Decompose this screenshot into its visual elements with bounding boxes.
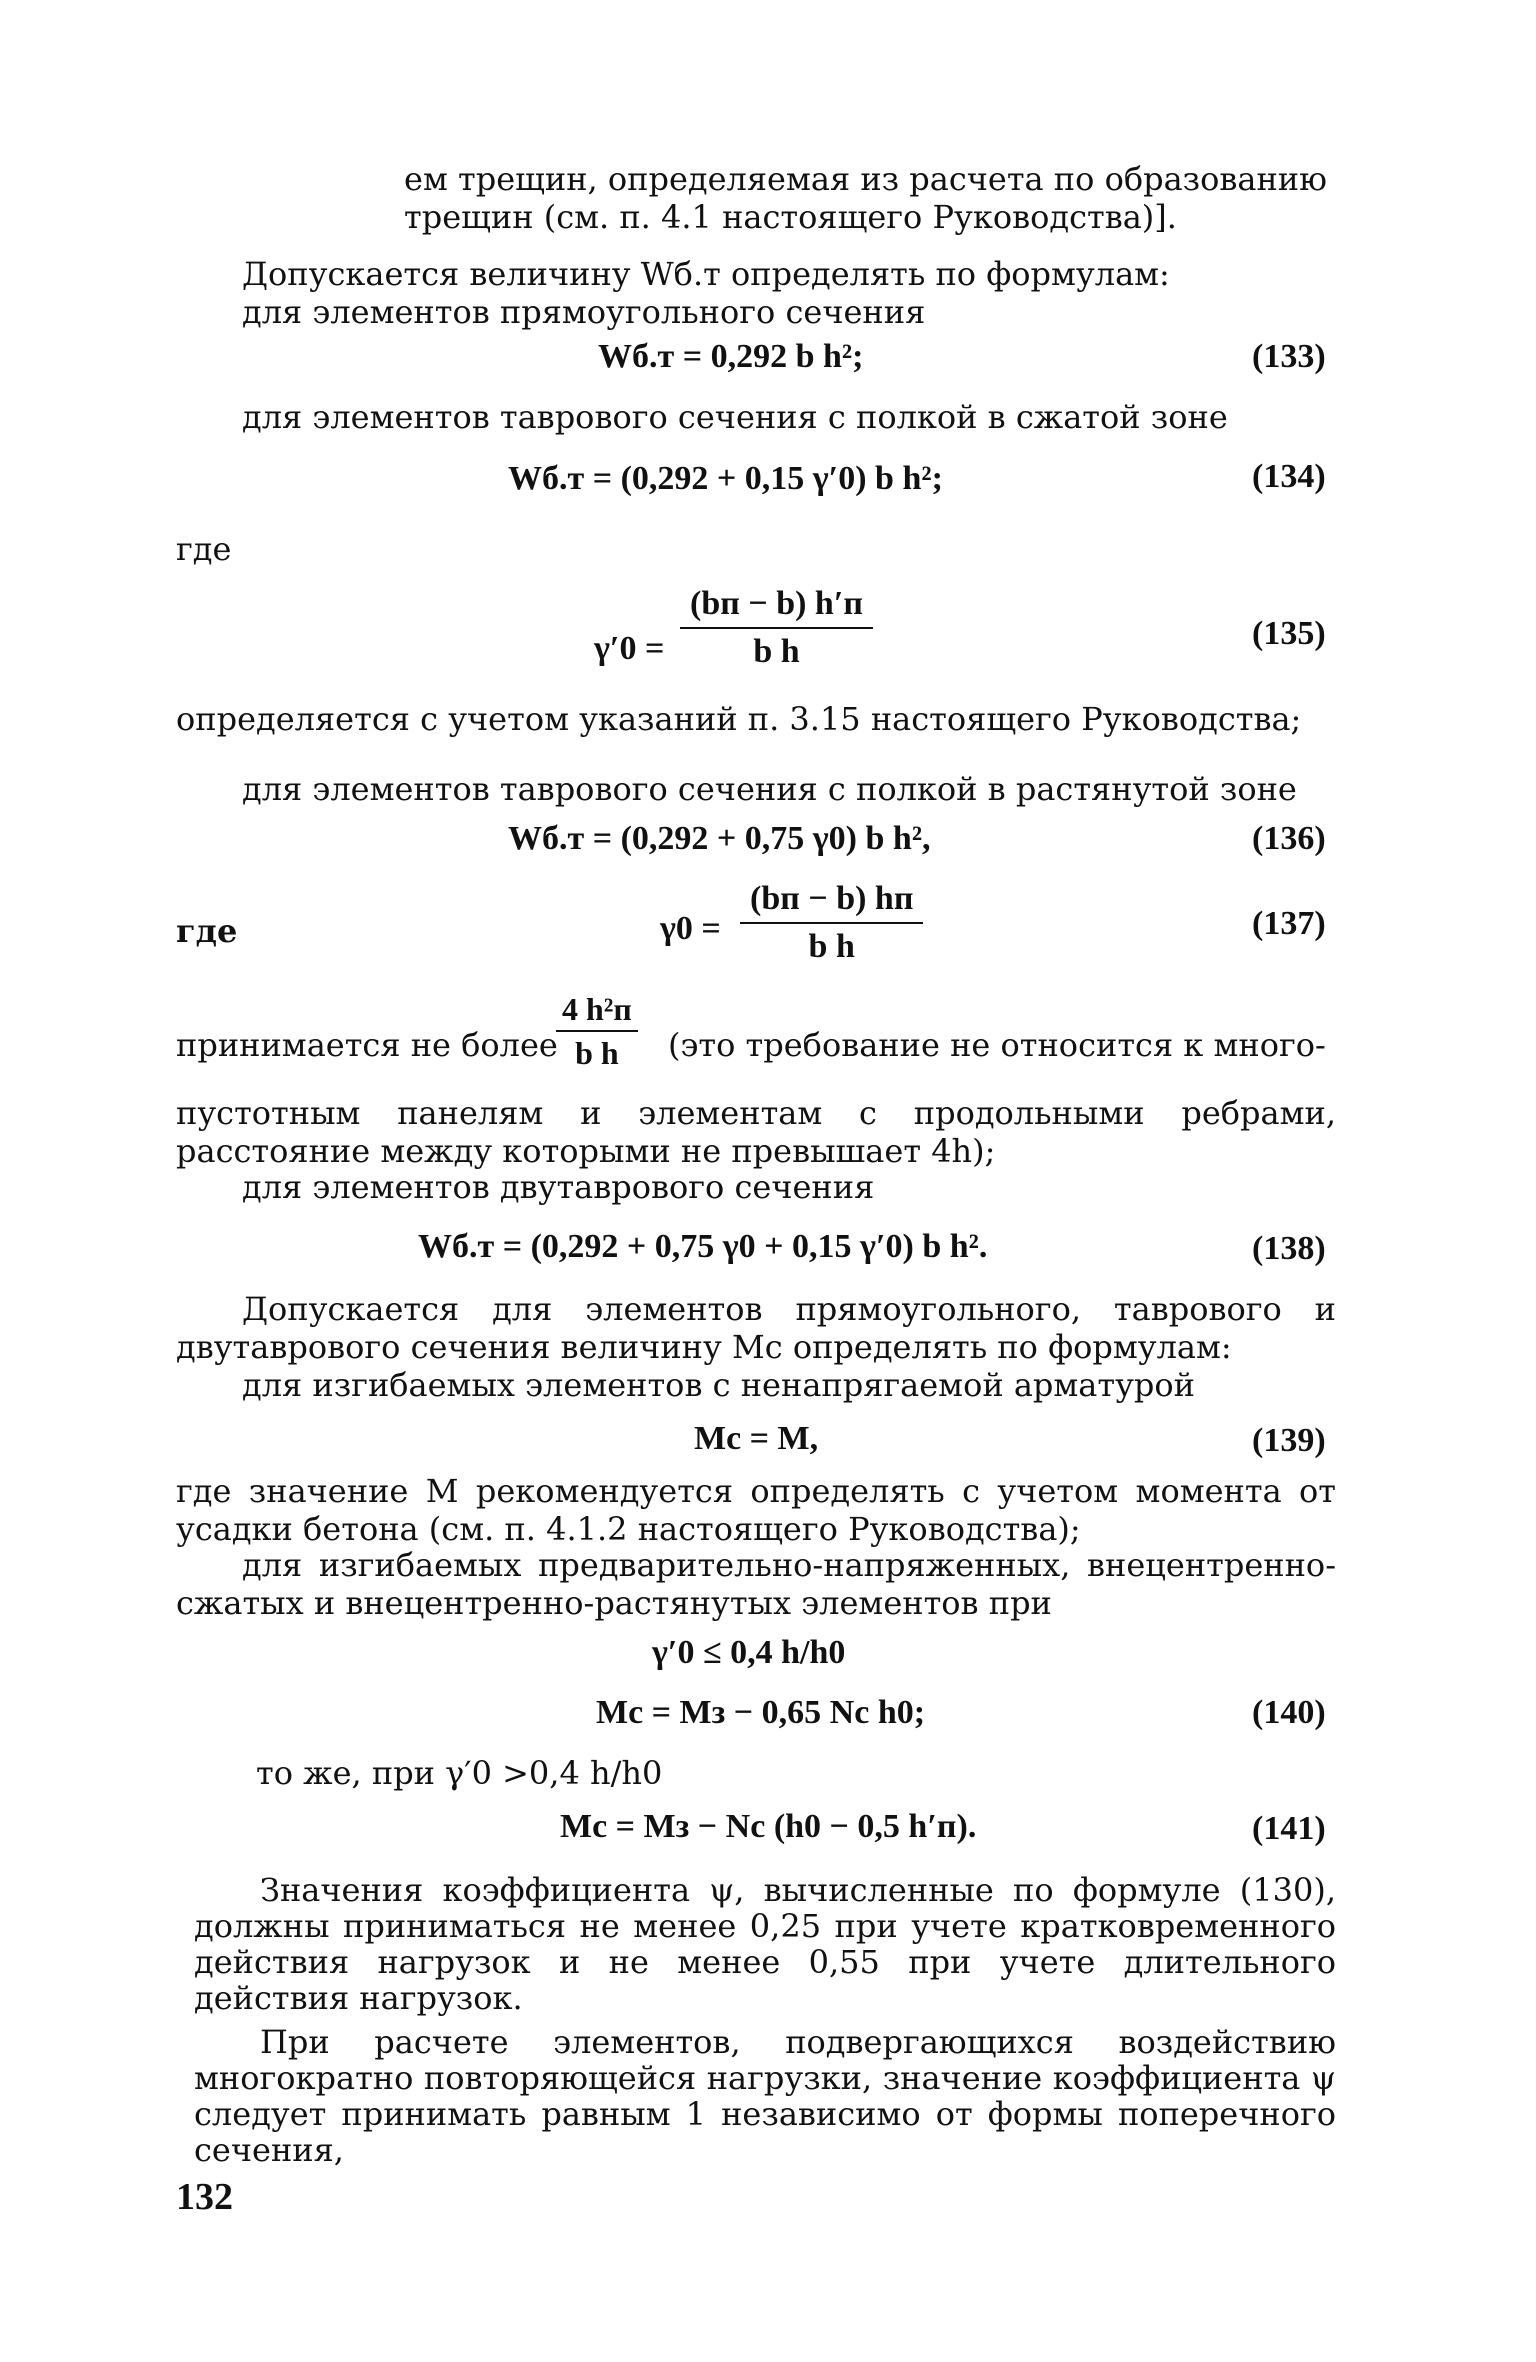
condition-gamma-limit: γ′0 ≤ 0,4 h/h0 [652, 1634, 846, 1671]
label-where-2: где [176, 912, 238, 950]
equation-number-140: (140) [1252, 1694, 1326, 1731]
equation-140: Mc = Mз − 0,65 Nc h0; [596, 1694, 926, 1731]
equation-number-137: (137) [1252, 905, 1326, 942]
paragraph-tee-tensile-flange: для элементов таврового сечения с полкой в растянутой зоне [242, 770, 1297, 808]
equation-137-numerator: (bп − b) hп [740, 880, 923, 924]
equation-133: Wб.т = 0,292 b h²; [598, 338, 864, 375]
paragraph-moment-shrinkage: где значение M рекомендуется определять с учетом момента от усадки бетона (см. п. 4.1.2 настоящего Руководства); [176, 1472, 1336, 1548]
paragraph-repeated-loading: При расчете элементов, подвергающихся воздействию многократно повторяющейся нагрузки, значение коэффициента ψ следует принимать равным 1 независимо от формы поперечного сечения, [194, 2023, 1336, 2169]
equation-number-138: (138) [1252, 1230, 1326, 1267]
equation-141: Mc = Mз − Nc (h0 − 0,5 h′п). [560, 1808, 977, 1845]
paragraph-prestressed-eccentric: для изгибаемых предварительно-напряженных, внецентренно-сжатых и внецентренно-растянутых элементов при [176, 1546, 1336, 1622]
equation-136: Wб.т = (0,292 + 0,75 γ0) b h², [508, 820, 931, 857]
paragraph-rectangular-section: для элементов прямоугольного сечения [242, 293, 926, 331]
inline-fraction-denominator: b h [575, 1035, 619, 1071]
paragraph-see-clause-3-15: определяется с учетом указаний п. 3.15 настоящего Руководства; [176, 700, 1302, 738]
text-not-more-than: принимается не более [176, 1026, 558, 1064]
paragraph-i-section: для элементов двутаврового сечения [242, 1168, 875, 1206]
text-same-when: то же, при γ′0 >0,4 h/h0 [256, 1754, 663, 1792]
label-where-1: где [176, 530, 232, 568]
equation-137-denominator: b h [808, 928, 855, 965]
equation-135-fraction [680, 585, 873, 671]
equation-137-lhs: γ0 = [660, 910, 721, 947]
inline-fraction-numerator: 4 h²п [556, 990, 638, 1032]
equation-number-141: (141) [1252, 1810, 1326, 1847]
equation-138: Wб.т = (0,292 + 0,75 γ0 + 0,15 γ′0) b h². [418, 1228, 988, 1265]
equation-135-denominator: b h [753, 633, 800, 670]
paragraph-non-prestressed: для изгибаемых элементов с ненапрягаемой арматурой [242, 1366, 1195, 1404]
equation-number-134: (134) [1252, 458, 1326, 495]
paragraph-allowed-formulas: Допускается величину Wб.т определять по формулам: [242, 255, 1170, 293]
paragraph-psi-coefficient-values: Значения коэффициента ψ, вычисленные по формуле (130), должны приниматься не менее 0,25 при учете кратковременного действия нагрузок и не менее 0,55 при учете длительного действия нагрузок. [194, 1871, 1336, 2017]
equation-number-133: (133) [1252, 338, 1326, 375]
equation-number-135: (135) [1252, 615, 1326, 652]
equation-139: Mc = M, [694, 1420, 819, 1457]
equation-134: Wб.т = (0,292 + 0,15 γ′0) b h²; [508, 460, 943, 497]
equation-number-139: (139) [1252, 1422, 1326, 1459]
inline-fraction-limit [556, 990, 638, 1072]
paragraph-allowed-mc: Допускается для элементов прямоугольного, таврового и двутаврового сечения величину Mc определять по формулам: [176, 1290, 1336, 1366]
equation-135-lhs: γ′0 = [594, 630, 665, 667]
equation-number-136: (136) [1252, 820, 1326, 857]
paragraph-hollow-panels: пустотным панелям и элементам с продольными ребрами, расстояние между которыми не превышает 4h); [176, 1094, 1336, 1170]
text-requirement-note: (это требование не относится к много- [668, 1026, 1326, 1064]
page-number: 132 [176, 2176, 233, 2218]
paragraph-tee-compressed-flange: для элементов таврового сечения с полкой в сжатой зоне [242, 398, 1228, 436]
equation-135-numerator: (bп − b) h′п [680, 585, 873, 629]
equation-137-fraction [740, 880, 923, 966]
paragraph-continued-text: ем трещин, определяемая из расчета по образованию трещин (см. п. 4.1 настоящего Руководства)]. [404, 160, 1327, 236]
